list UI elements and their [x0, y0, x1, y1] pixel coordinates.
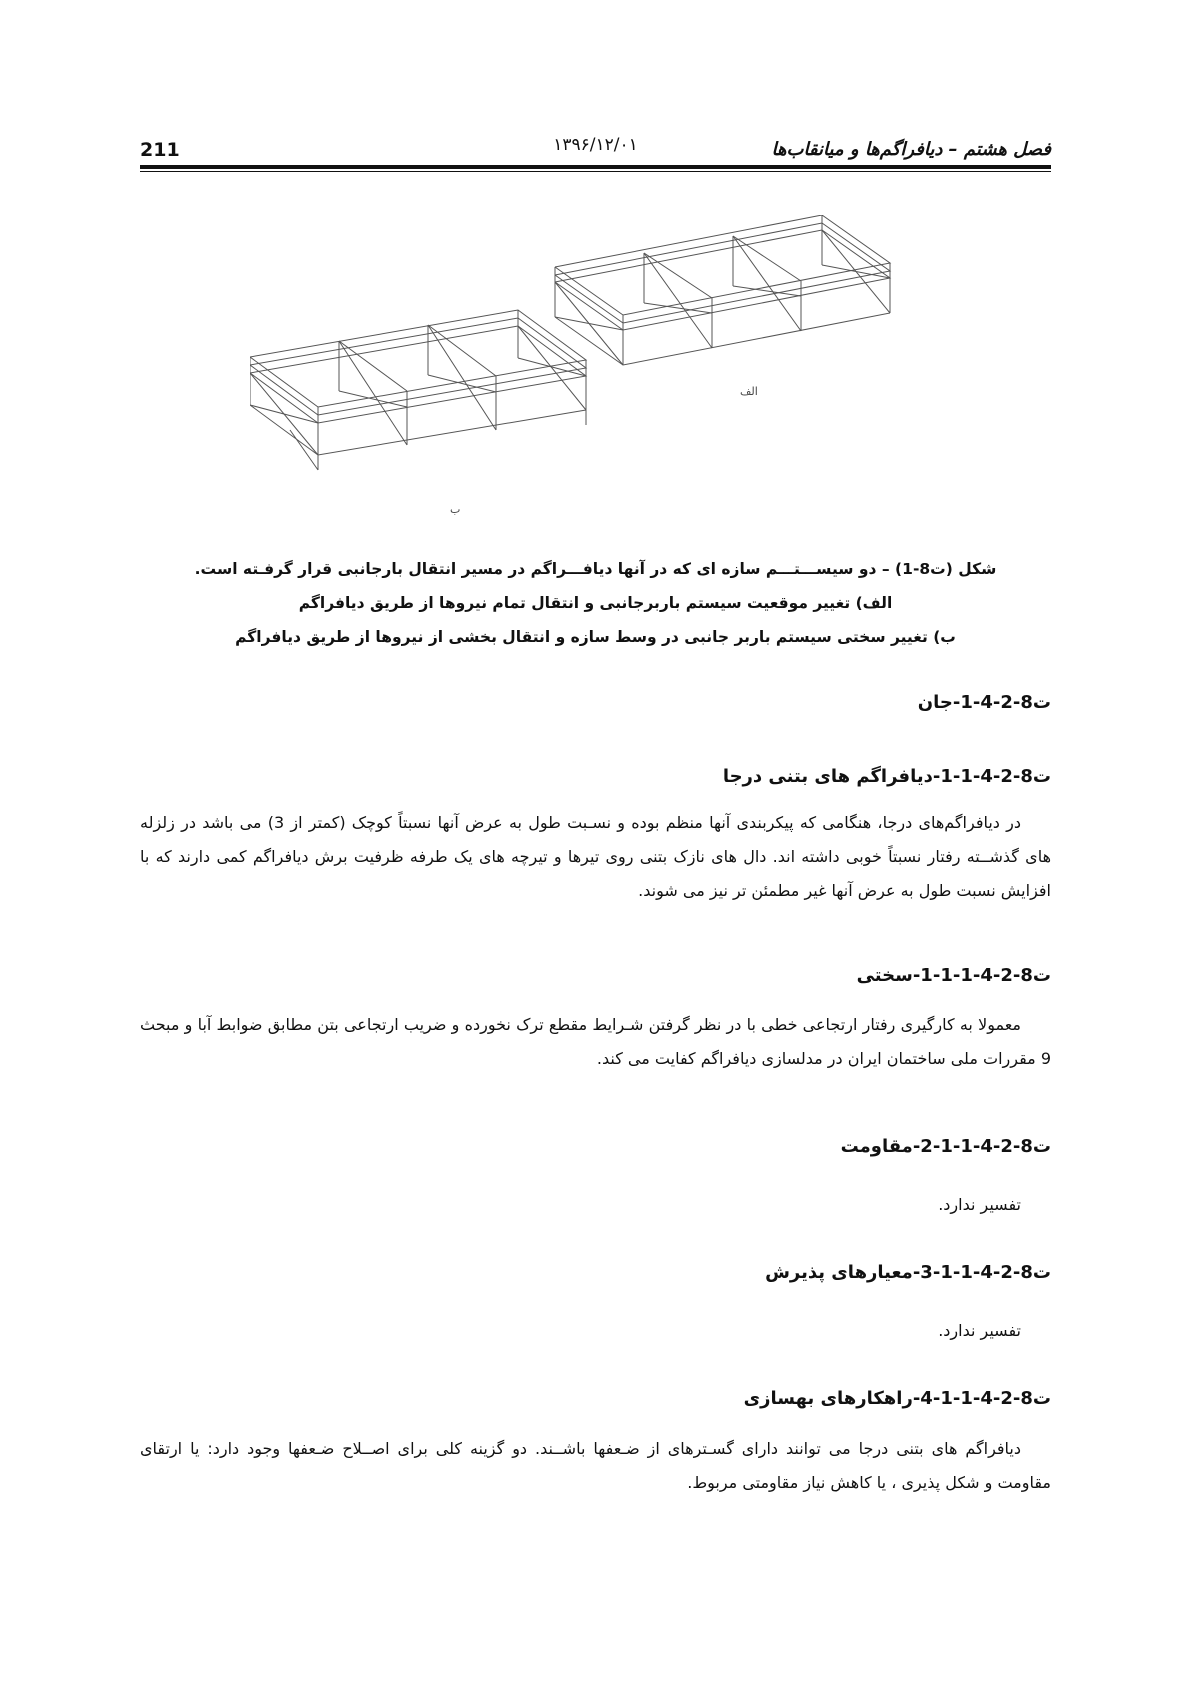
section-note: تفسیر ندارد. [938, 1195, 1021, 1214]
section-paragraph [140, 806, 1051, 908]
chapter-title: فصل هشتم – دیافراگم‌ها و میانقاب‌ها [771, 139, 1051, 160]
paragraph-text: در دیافراگم‌های درجا، هنگامی که پیکربندی آنها منظم بوده و نسـبت طول به عرض آنها نسبتاً کوچک (کمتر از 3) می باشد در زلزله های گذشــته رفتار نسبتاً خوبی داشته اند. دال های نازک بتنی روی تیرها و تیرچه های یک طرفه ظرفیت برش دیافراگم کمی دارند که با افزایش نسبت طول به عرض آنها غیر مطمئن تر نیز می شوند. [140, 813, 1051, 900]
paragraph-text: دیافراگم های بتنی درجا می توانند دارای گسـترهای از ضـعفها باشــند. دو گزینه کلی برای اصــلاح ضـعفها وجود دارد: یا ارتقای مقاومت و شکل پذیری ، یا کاهش نیاز مقاومتی مربوط. [140, 1439, 1051, 1492]
page-number: 211 [140, 139, 180, 161]
section-heading: ت8-2-4-1-1-4-راهکارهای بهسازی [743, 1388, 1051, 1409]
section-paragraph [140, 1432, 1051, 1500]
paragraph-text: معمولا به کارگیری رفتار ارتجاعی خطی با در نظر گرفتن شـرایط مقطع ترک نخورده و ضریب ارتجاعی بتن مطابق ضوابط آبا و مبحث 9 مقررات ملی ساختمان ایران در مدلسازی دیافراگم کفایت می کند. [140, 1015, 1051, 1068]
figure-caption [160, 552, 1031, 654]
header-date: ۱۳۹۶/۱۲/۰۱ [553, 135, 638, 155]
header-rule-thin [140, 171, 1051, 172]
section-heading: ت8-2-4-1-1-3-معیارهای پذیرش [765, 1262, 1051, 1283]
section-note: تفسیر ندارد. [938, 1321, 1021, 1340]
section-heading: ت8-2-4-1-1-1-سختی [856, 965, 1051, 986]
figure-label-a: الف [740, 385, 758, 398]
caption-line-2: الف) تغییر موقعیت سیستم باربرجانبی و انتقال تمام نیروها از طریق دیافراگم [298, 594, 893, 612]
structure-b-frame [250, 310, 586, 470]
caption-line-1: شکل (ت8-1) – دو سیســـتـــم سازه ای که در آنها دیافـــراگم در مسیر انتقال بارجانبی قرار گرفـته است. [194, 560, 997, 578]
section-paragraph [140, 1008, 1051, 1076]
section-heading: ت8-2-4-1-جان [917, 692, 1051, 713]
caption-line-3: ب) تغییر سختی سیستم باربر جانبی در وسط سازه و انتقال بخشی از نیروها از طریق دیافراگم [235, 628, 956, 646]
header-rule-thick [140, 165, 1051, 169]
figure-label-b: ب [450, 503, 461, 516]
section-heading: ت8-2-4-1-1-دیافراگم های بتنی درجا [722, 766, 1051, 787]
structure-a-frame [555, 215, 890, 365]
section-heading: ت8-2-4-1-1-2-مقاومت [840, 1136, 1051, 1157]
structure-figure [250, 215, 900, 520]
page-header [140, 125, 1051, 165]
